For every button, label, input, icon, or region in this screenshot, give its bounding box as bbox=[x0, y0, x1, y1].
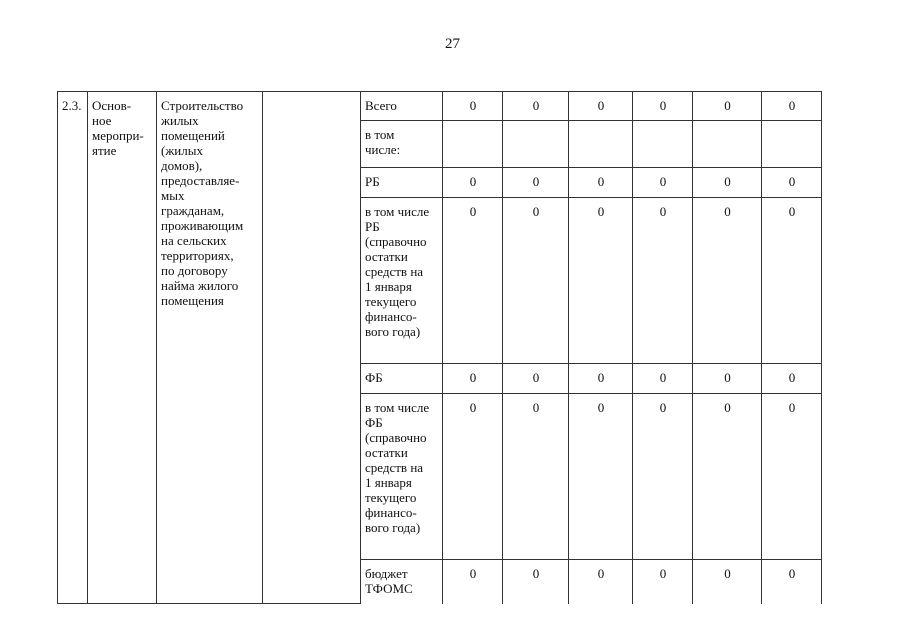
value-cell: 0 bbox=[633, 198, 693, 364]
value-cell: 0 bbox=[693, 394, 762, 560]
value-cell bbox=[633, 121, 693, 168]
value-cell: 0 bbox=[693, 198, 762, 364]
value-cell: 0 bbox=[693, 364, 762, 394]
value-cell bbox=[569, 121, 633, 168]
value-cell: 0 bbox=[443, 168, 503, 198]
program-table bbox=[57, 91, 822, 604]
value-cell: 0 bbox=[762, 168, 822, 198]
value-cell bbox=[443, 121, 503, 168]
value-cell bbox=[503, 121, 569, 168]
value-cell: 0 bbox=[569, 198, 633, 364]
value-cell: 0 bbox=[503, 560, 569, 604]
value-cell bbox=[762, 121, 822, 168]
value-cell: 0 bbox=[569, 364, 633, 394]
value-cell: 0 bbox=[569, 168, 633, 198]
value-cell: 0 bbox=[762, 364, 822, 394]
source-label: в том числе ФБ (справочно остатки средств на 1 января текущего финансо- вого года) bbox=[361, 394, 443, 560]
page-number: 27 bbox=[445, 36, 460, 52]
value-cell: 0 bbox=[633, 394, 693, 560]
value-cell: 0 bbox=[762, 560, 822, 604]
source-label: в том числе: bbox=[361, 121, 443, 168]
value-cell: 0 bbox=[762, 198, 822, 364]
value-cell: 0 bbox=[443, 560, 503, 604]
value-cell: 0 bbox=[503, 92, 569, 121]
row-index: 2.3. bbox=[58, 92, 88, 604]
row-type: Основ- ное меропри- ятие bbox=[88, 92, 157, 604]
value-cell: 0 bbox=[762, 92, 822, 121]
value-cell: 0 bbox=[693, 168, 762, 198]
value-cell: 0 bbox=[503, 198, 569, 364]
source-label: Всего bbox=[361, 92, 443, 121]
value-cell: 0 bbox=[443, 364, 503, 394]
value-cell: 0 bbox=[503, 364, 569, 394]
value-cell: 0 bbox=[443, 394, 503, 560]
table-row bbox=[58, 92, 822, 121]
row-executor bbox=[263, 92, 361, 604]
value-cell: 0 bbox=[762, 394, 822, 560]
value-cell bbox=[693, 121, 762, 168]
value-cell: 0 bbox=[503, 394, 569, 560]
value-cell: 0 bbox=[633, 364, 693, 394]
value-cell: 0 bbox=[633, 168, 693, 198]
value-cell: 0 bbox=[443, 92, 503, 121]
value-cell: 0 bbox=[569, 560, 633, 604]
value-cell: 0 bbox=[693, 92, 762, 121]
source-label: ФБ bbox=[361, 364, 443, 394]
value-cell: 0 bbox=[569, 394, 633, 560]
value-cell: 0 bbox=[633, 560, 693, 604]
value-cell: 0 bbox=[443, 198, 503, 364]
source-label: в том числе РБ (справочно остатки средств на 1 января текущего финансо- вого года) bbox=[361, 198, 443, 364]
value-cell: 0 bbox=[633, 92, 693, 121]
source-label: РБ bbox=[361, 168, 443, 198]
source-label: бюджет ТФОМС bbox=[361, 560, 443, 604]
value-cell: 0 bbox=[569, 92, 633, 121]
value-cell: 0 bbox=[693, 560, 762, 604]
row-title: Строительство жилых помещений (жилых домов), предоставляе- мых гражданам, проживающим на сельских территориях, по договору найма жилого помещения bbox=[157, 92, 263, 604]
value-cell: 0 bbox=[503, 168, 569, 198]
